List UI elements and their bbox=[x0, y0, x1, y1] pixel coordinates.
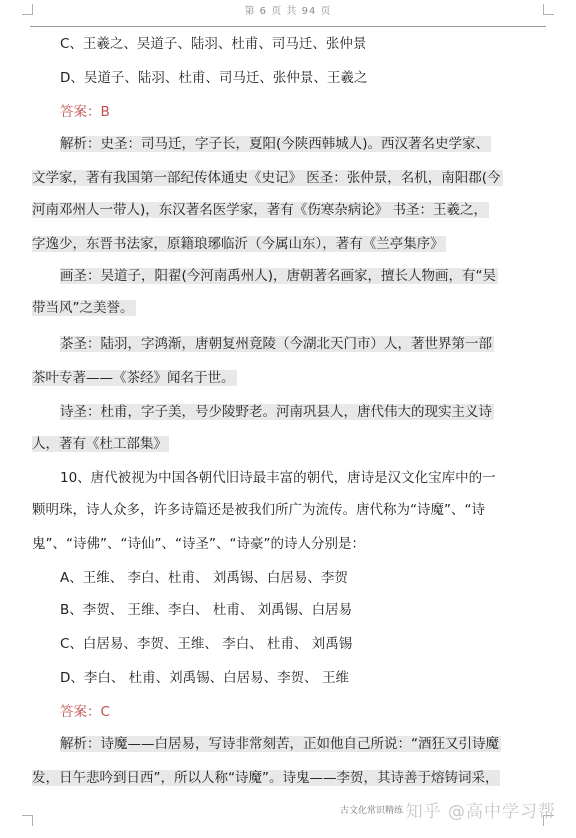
explanation-line: 河南邓州人一带人)，东汉著名医学家，著有《伤寒杂病论》 书圣：王羲之， bbox=[32, 202, 488, 218]
option-a: A、王维、 李白、杜甫、 刘禹锡、白居易、李贺 bbox=[60, 570, 348, 586]
explanation-line: 解析：史圣：司马迁，字子长，夏阳(今陕西韩城人)。西汉著名史学家、 bbox=[60, 136, 490, 152]
answer-label: 答案：B bbox=[60, 104, 110, 120]
question-10: 10、唐代被视为中国各朝代旧诗最丰富的朝代，唐诗是汉文化宝库中的一 bbox=[60, 470, 496, 486]
page-corner-bottom-left bbox=[22, 815, 33, 826]
explanation-line: 发，日午悲吟到日西”，所以人称“诗魔”。诗鬼——李贺，其诗善于熔铸词采， bbox=[32, 770, 499, 786]
explanation-line: 茶叶专著——《茶经》闻名于世。 bbox=[32, 370, 235, 386]
answer-label: 答案：C bbox=[60, 704, 110, 720]
option-d: D、吴道子、陆羽、杜甫、司马迁、张仲景、王羲之 bbox=[60, 70, 368, 86]
explanation-line: 人，著有《杜工部集》 bbox=[32, 436, 167, 452]
explanation-line: 画圣：吴道子，阳翟(今河南禹州人)，唐朝著名画家，擅长人物画，有“吴 bbox=[60, 268, 497, 284]
option-c: C、白居易、李贺、王维、 李白、 杜甫、 刘禹锡 bbox=[60, 636, 353, 652]
page-number-label: 第 6 页 共 94 页 bbox=[244, 6, 332, 17]
explanation-line: 茶圣：陆羽，字鸿渐，唐朝复州竟陵（今湖北天门市）人，著世界第一部 bbox=[60, 336, 492, 352]
option-d: D、李白、 杜甫、刘禹锡、白居易、李贺、 王维 bbox=[60, 670, 349, 686]
footer-doc-title: 古文化常识精练 bbox=[340, 806, 404, 816]
watermark: 知乎 @高中学习帮 bbox=[405, 802, 556, 822]
explanation-line: 带当风”之美誉。 bbox=[32, 300, 134, 316]
question-text: 鬼”、“诗佛”、“诗仙”、“诗圣”、“诗豪”的诗人分别是： bbox=[32, 536, 365, 552]
explanation-line: 字逸少，东晋书法家，原籍琅琊临沂（今属山东），著有《兰亭集序》 bbox=[32, 236, 444, 252]
option-b: B、李贺、 王维、李白、 杜甫、 刘禹锡、白居易 bbox=[60, 602, 353, 618]
option-c: C、王羲之、吴道子、陆羽、杜甫、司马迁、张仲景 bbox=[60, 36, 367, 52]
page-header bbox=[30, 0, 546, 27]
explanation-line: 解析：诗魔——白居易，写诗非常刻苦，正如他自己所说：“酒狂又引诗魔 bbox=[60, 736, 499, 752]
question-text: 颗明珠，诗人众多，许多诗篇还是被我们所广为流传。唐代称为“诗魔”、“诗 bbox=[32, 502, 485, 518]
explanation-line: 文学家，著有我国第一部纪传体通史《史记》 医圣：张仲景，名机，南阳郡(今 bbox=[32, 170, 501, 186]
explanation-line: 诗圣：杜甫，字子美，号少陵野老。河南巩县人，唐代伟大的现实主义诗 bbox=[60, 404, 492, 420]
